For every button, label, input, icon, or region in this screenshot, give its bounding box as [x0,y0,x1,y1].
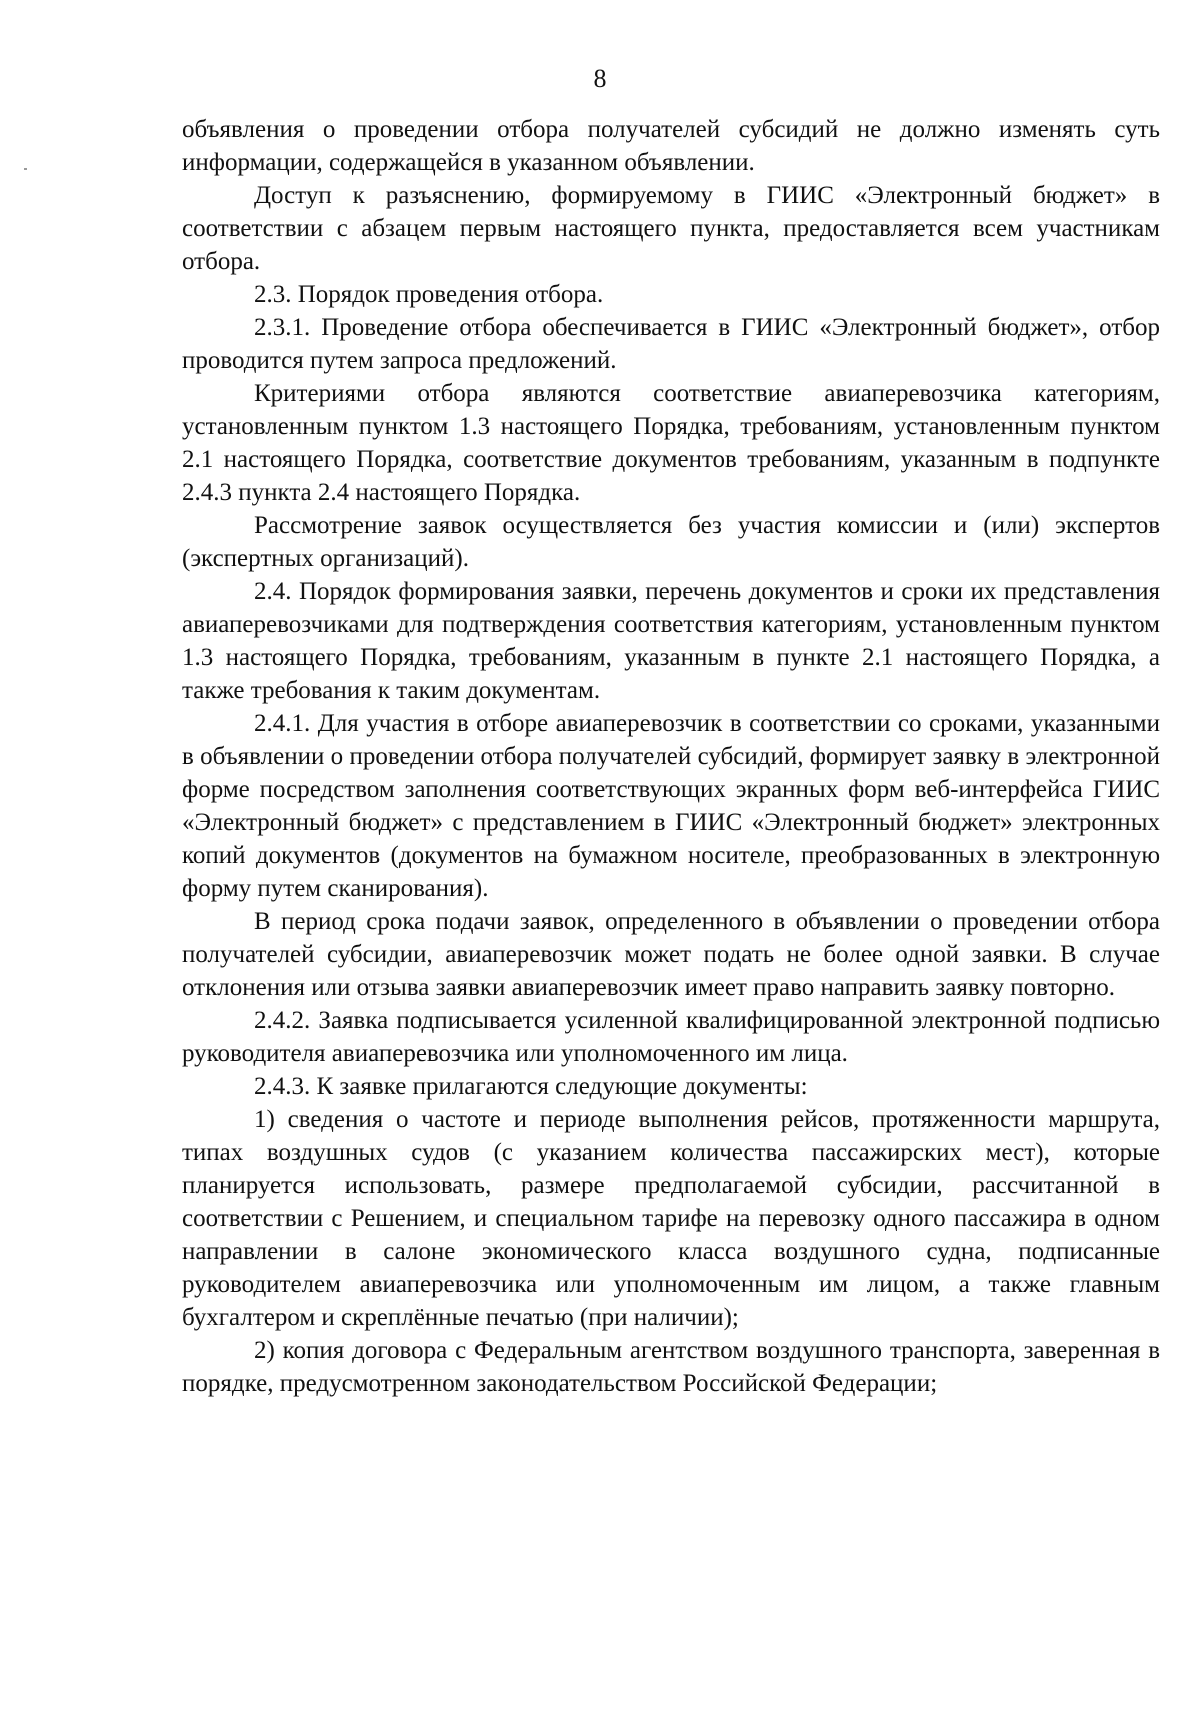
paragraph-2-3-1: 2.3.1. Проведение отбора обеспечивается в ГИИС «Электронный бюджет», отбор проводится путем запроса предложений. [182,314,1160,374]
paragraph-2-4-1: 2.4.1. Для участия в отборе авиаперевозчик в соответствии со сроками, указанными в объявлении о проведении отбора получателей субсидий, формирует заявку в электронной форме посредством заполнения соответствующих экранных форм веб-интерфейса ГИИС «Электронный бюджет» с представлением в ГИИС «Электронный бюджет» электронных копий документов (документов на бумажном носителе, преобразованных в электронную форму путем сканирования). [182,710,1160,902]
paragraph-2-4-3: 2.4.3. К заявке прилагаются следующие документы: [254,1073,808,1100]
list-item-1: 1) сведения о частоте и периоде выполнения рейсов, протяженности маршрута, типах воздушных судов (с указанием количества пассажирских мест), которые планируется использовать, размере предполагаемой субсидии, рассчитанной в соответствии с Решением, и специальном тарифе на перевозку одного пассажира в одном направлении в салоне экономического класса воздушного судна, подписанные руководителем авиаперевозчика или уполномоченным им лицом, а также главным бухгалтером и скреплённые печатью (при наличии); [182,1106,1160,1331]
paragraph-2-4-2: 2.4.2. Заявка подписывается усиленной квалифицированной электронной подписью руководителя авиаперевозчика или уполномоченного им лица. [182,1007,1160,1067]
list-item-2: 2) копия договора с Федеральным агентством воздушного транспорта, заверенная в порядке, предусмотренном законодательством Российской Федерации; [182,1337,1160,1397]
document-body [182,113,1160,1400]
paragraph-clarification-access: Доступ к разъяснению, формируемому в ГИИС «Электронный бюджет» в соответствии с абзацем первым настоящего пункта, предоставляется всем участникам отбора. [182,182,1160,275]
paragraph-2-4: 2.4. Порядок формирования заявки, перечень документов и сроки их представления авиаперевозчиками для подтверждения соответствия категориям, установленным пунктом 1.3 настоящего Порядка, требованиям, указанным в пункте 2.1 настоящего Порядка, а также требования к таким документам. [182,578,1160,704]
paragraph-submission-period: В период срока подачи заявок, определенного в объявлении о проведении отбора получателей субсидии, авиаперевозчик может подать не более одной заявки. В случае отклонения или отзыва заявки авиаперевозчик имеет право направить заявку повторно. [182,908,1160,1001]
scan-artifact [24,168,27,170]
paragraph-continuation: объявления о проведении отбора получателей субсидий не должно изменять суть информации, содержащейся в указанном объявлении. [182,116,1160,176]
paragraph-selection-criteria: Критериями отбора являются соответствие авиаперевозчика категориям, установленным пунктом 1.3 настоящего Порядка, требованиям, установленным пунктом 2.1 настоящего Порядка, соответствие документов требованиям, указанным в подпункте 2.4.3 пункта 2.4 настоящего Порядка. [182,380,1160,506]
page-number: 8 [593,64,607,93]
section-heading-2-3: 2.3. Порядок проведения отбора. [254,281,604,308]
paragraph-review-of-applications: Рассмотрение заявок осуществляется без участия комиссии и (или) экспертов (экспертных организаций). [182,512,1160,572]
